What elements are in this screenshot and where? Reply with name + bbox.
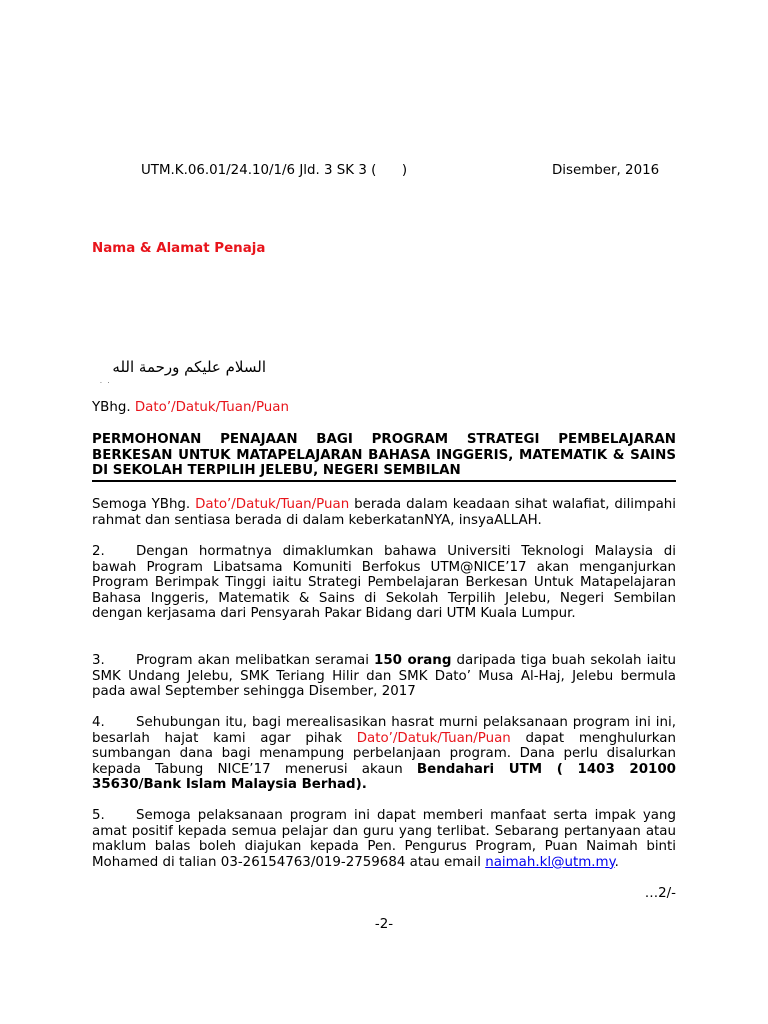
participant-count: 150 orang bbox=[374, 653, 452, 668]
paragraph-number: 3. bbox=[92, 653, 105, 668]
honorific-inline: Dato’/Datuk/Tuan/Puan bbox=[356, 730, 511, 746]
greeting-marks: · · bbox=[100, 380, 110, 387]
letter-subject: PERMOHONAN PENAJAAN BAGI PROGRAM STRATEGI PEMBELAJARAN BERKESAN UNTUK MATAPELAJARAN BAHASA INGGERIS, MATEMATIK & SAINS DI SEKOLAH TERPILIH JELEBU, NEGERI SEMBILAN bbox=[92, 432, 676, 482]
paragraph-2: 2. Dengan hormatnya dimaklumkan bahawa Universiti Teknologi Malaysia di bawah Program Libatsama Komuniti Berfokus UTM@NICE’17 akan menganjurkan Program Berimpak Tinggi iaitu Strategi Pembelajaran Berkesan Untuk Matapelajaran Bahasa Inggeris, Matematik & Sains di Sekolah Terpilih Jelebu, Negeri Sembilan dengan kerjasama dari Pensyarah Pakar Bidang dari UTM Kuala Lumpur. bbox=[92, 544, 676, 622]
sponsor-name-address: Nama & Alamat Penaja bbox=[92, 241, 266, 256]
paragraph-opening: Semoga YBhg. Dato’/Datuk/Tuan/Puan berada dalam keadaan sihat walafiat, dilimpahi rahmat dan sentiasa berada di dalam keberkatanNYA, insyaALLAH. bbox=[92, 497, 676, 528]
bank-account: Bendahari UTM ( 1403 20100 35630/Bank Islam Malaysia Berhad). bbox=[92, 761, 676, 793]
salutation-prefix: YBhg. bbox=[92, 400, 135, 415]
salutation bbox=[92, 400, 676, 416]
paragraph-3: 3. Program akan melibatkan seramai 150 orang daripada tiga buah sekolah iaitu SMK Undang Jelebu, SMK Teriang Hilir dan SMK Dato’ Musa Al-Haj, Jelebu bermula pada awal September sehingga Disember, 2017 bbox=[92, 653, 676, 700]
honorific-inline: Dato’/Datuk/Tuan/Puan bbox=[195, 497, 350, 512]
reference-number: UTM.K.06.01/24.10/1/6 Jld. 3 SK 3 ( ) bbox=[141, 163, 408, 178]
paragraph-5: 5. Semoga pelaksanaan program ini dapat memberi manfaat serta impak yang amat positif kepada semua pelajar dan guru yang terlibat. Sebarang pertanyaan atau maklum balas boleh diajukan kepada Pen. Pengurus Program, Puan Naimah binti Mohamed di talian 03-26154763/019-2759684 atau email naimah.kl@utm.my. bbox=[92, 808, 676, 870]
paragraph-number: 5. bbox=[92, 808, 105, 823]
arabic-greeting: السلام عليكم ورحمة الله bbox=[112, 358, 266, 376]
paragraph-number: 2. bbox=[92, 544, 105, 559]
email-link[interactable]: naimah.kl@utm.my bbox=[485, 854, 615, 870]
salutation-honorific: Dato’/Datuk/Tuan/Puan bbox=[134, 400, 289, 415]
page-number: -2- bbox=[374, 917, 394, 932]
continuation-marker: …2/- bbox=[644, 886, 676, 901]
letter-date: Disember, 2016 bbox=[552, 163, 660, 178]
paragraph-number: 4. bbox=[92, 715, 105, 730]
paragraph-4: 4. Sehubungan itu, bagi merealisasikan hasrat murni pelaksanaan program ini ini, besarlah hajat kami agar pihak Dato’/Datuk/Tuan/Puan dapat menghulurkan sumbangan dana bagi menampung perbelanjaan program. Dana perlu disalurkan kepada Tabung NICE’17 menerusi akaun Bendahari UTM ( 1403 20100 35630/Bank Islam Malaysia Berhad). bbox=[92, 715, 676, 793]
